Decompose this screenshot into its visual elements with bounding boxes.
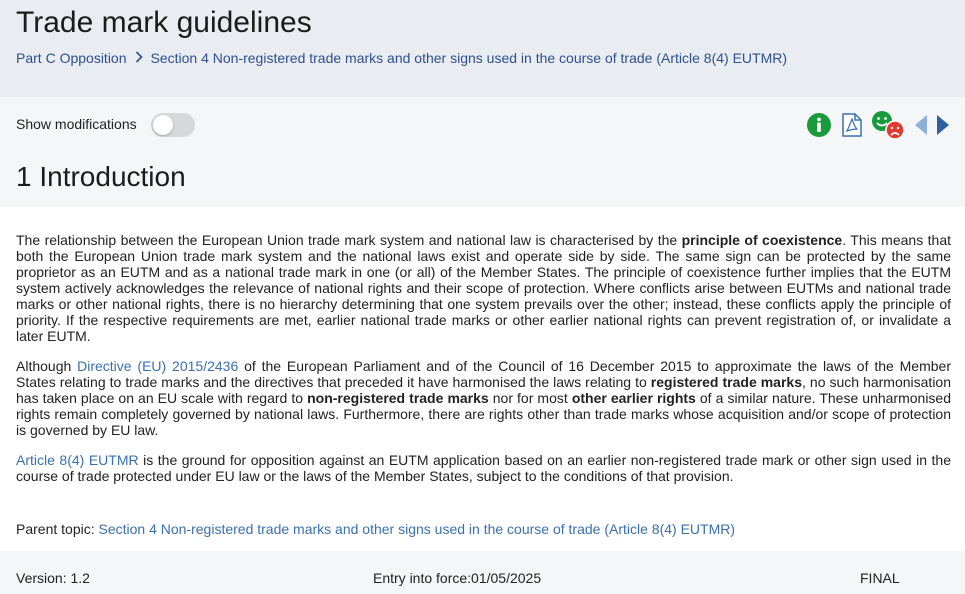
section-title: 1 Introduction xyxy=(16,161,186,192)
status-label: FINAL xyxy=(860,570,900,586)
parent-topic-label: Parent topic: xyxy=(16,521,99,537)
page-title: Trade mark guidelines xyxy=(16,6,312,39)
footer xyxy=(0,551,965,594)
info-icon[interactable] xyxy=(806,112,832,143)
parent-topic xyxy=(16,521,735,537)
text: , no such harmonisation has taken place on an EU scale with regard to xyxy=(16,374,952,406)
paragraph-3 xyxy=(16,452,951,484)
emphasis: non-registered trade marks xyxy=(307,390,489,406)
toggle-knob xyxy=(153,115,173,135)
emphasis: registered trade marks xyxy=(650,374,802,390)
pdf-icon[interactable] xyxy=(842,113,862,142)
version-label: Version: 1.2 xyxy=(16,570,90,586)
content xyxy=(16,232,951,498)
emphasis: principle of coexistence xyxy=(681,232,843,248)
show-modifications-label: Show modifications xyxy=(16,116,137,132)
chevron-right-icon xyxy=(135,50,143,66)
paragraph-1 xyxy=(16,232,951,344)
text: The relationship between the European Union trade mark system and national law is characterised by the xyxy=(16,232,682,248)
parent-topic-link[interactable]: Section 4 Non-registered trade marks and other signs used in the course of trade (Article 8(4) EUTMR) xyxy=(98,521,736,537)
breadcrumb-section-4[interactable]: Section 4 Non-registered trade marks and other signs used in the course of trade (Article 8(4) EUTMR) xyxy=(150,50,788,66)
emphasis: other earlier rights xyxy=(571,390,696,406)
next-icon[interactable] xyxy=(936,114,950,141)
article-link[interactable]: Article 8(4) EUTMR xyxy=(16,452,139,468)
show-modifications-toggle[interactable] xyxy=(151,113,195,137)
directive-link[interactable]: Directive (EU) 2015/2436 xyxy=(77,358,239,374)
text: . This means that both the European Union trade mark system and the national laws exist and operate side by side. The same sign can be protected by the same proprietor as an EUTM and as a national trade mark in one (or all) of the Member States. The principle of coexistence further implies that the EUTM system actively acknowledges the relevance of national rights and their scope of protection. Where conflicts arise between EUTMs and national trade marks or other national rights, there is no hierarchy determining that one system prevails over the other; instead, these conflicts apply the principle of priority. If the respective requirements are met, earlier national trade marks or other earlier national rights can prevent registration of, or invalidate a later EUTM. xyxy=(16,232,951,344)
feedback-icon[interactable] xyxy=(870,109,906,146)
breadcrumb-part-c[interactable]: Part C Opposition xyxy=(16,50,127,66)
header xyxy=(0,0,965,97)
text: nor for most xyxy=(488,390,572,406)
text: Although xyxy=(16,358,78,374)
previous-icon[interactable] xyxy=(914,114,928,141)
breadcrumb xyxy=(16,50,787,66)
text: of the European Parliament and of the Council of 16 December 2015 to approximate the laws of the Member States relating to trade marks and the directives that preceded it have harmonised the laws relating to xyxy=(16,358,951,390)
entry-into-force: Entry into force:01/05/2025 xyxy=(373,570,542,586)
text: is the ground for opposition against an EUTM application based on an earlier non-registered trade mark or other sign used in the course of trade protected under EU law or the laws of the Member States, subject to the conditions of that provision. xyxy=(16,452,951,484)
paragraph-2 xyxy=(16,358,951,438)
text: of a similar nature. These unharmonised rights remain completely governed by national laws. Furthermore, there are rights other than trade marks whose acquisition and/or scope of protection is governed by EU law. xyxy=(16,390,952,438)
